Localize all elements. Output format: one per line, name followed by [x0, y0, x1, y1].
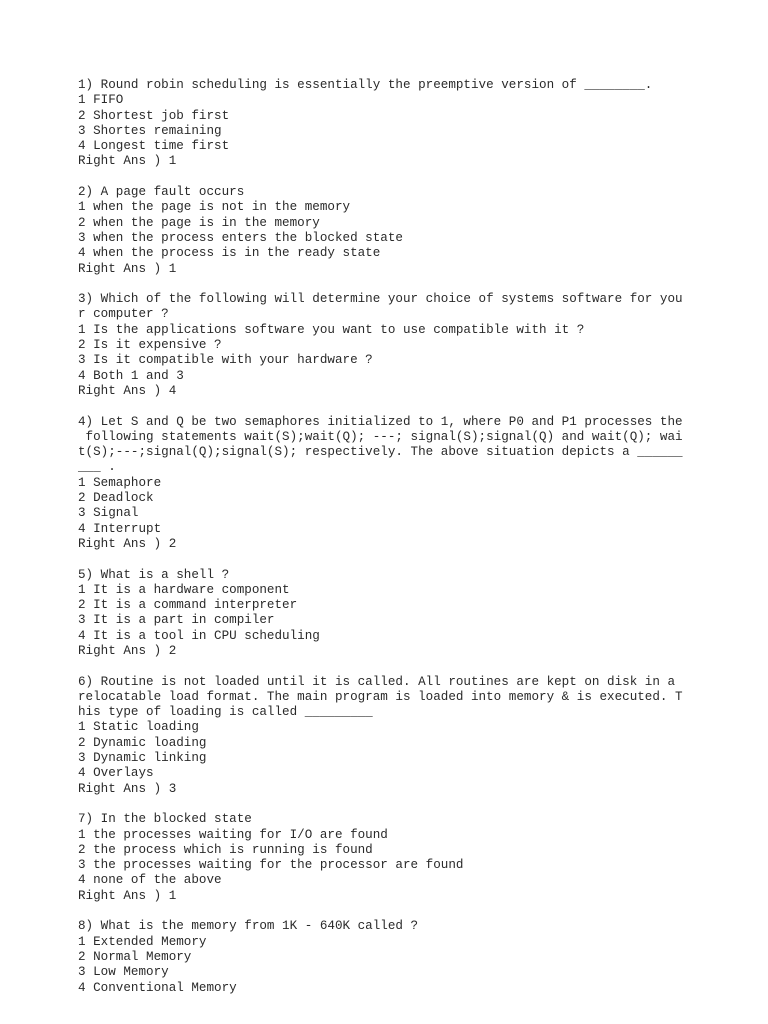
- question-text: 1) Round robin scheduling is essentially the preemptive version of ________.: [78, 78, 653, 92]
- question-block-1: [78, 78, 698, 170]
- option-line: 2 when the page is in the memory: [78, 215, 320, 230]
- option-line: 3 the processes waiting for the processor are found: [78, 858, 464, 873]
- option-line: 4 Both 1 and 3: [78, 368, 184, 383]
- question-text-continued: relocatable load format. The main program is loaded into memory & is executed. T: [78, 689, 683, 704]
- option-line: 4 Longest time first: [78, 139, 230, 154]
- question-text: 8) What is the memory from 1K - 640K called ?: [78, 919, 419, 934]
- option-line: 3 Signal: [78, 506, 139, 521]
- answer-line: Right Ans ) 3: [78, 781, 177, 796]
- question-text: 5) What is a shell ?: [78, 567, 230, 582]
- option-line: 3 Is it compatible with your hardware ?: [78, 353, 373, 368]
- option-line: 1 the processes waiting for I/O are found: [78, 827, 388, 842]
- question-block-3: [78, 292, 698, 399]
- question-block-6: [78, 675, 698, 797]
- question-text: 3) Which of the following will determine your choice of systems software for you: [78, 292, 683, 307]
- question-text-continued: t(S);---;signal(Q);signal(S); respectively. The above situation depicts a ______: [78, 445, 683, 460]
- option-line: 2 Is it expensive ?: [78, 338, 222, 353]
- option-line: 1 Is the applications software you want to use compatible with it ?: [78, 322, 585, 337]
- question-text: 4) Let S and Q be two semaphores initialized to 1, where P0 and P1 processes the: [78, 414, 683, 429]
- option-line: 2 Shortest job first: [78, 108, 230, 123]
- answer-line: Right Ans ) 2: [78, 643, 177, 658]
- option-line: 4 Interrupt: [78, 521, 162, 536]
- option-line: 1 It is a hardware component: [78, 582, 290, 597]
- option-line: 3 Low Memory: [78, 965, 169, 980]
- question-text-continued: following statements wait(S);wait(Q); ---; signal(S);signal(Q) and wait(Q); wai: [78, 429, 683, 444]
- option-line: 2 Normal Memory: [78, 949, 192, 964]
- question-text: 7) In the blocked state: [78, 812, 252, 827]
- option-line: 3 It is a part in compiler: [78, 613, 275, 628]
- option-line: 1 Semaphore: [78, 475, 162, 490]
- answer-line: Right Ans ) 2: [78, 536, 177, 551]
- option-line: 4 none of the above: [78, 873, 222, 888]
- answer-line: Right Ans ) 1: [78, 154, 177, 169]
- option-line: 1 FIFO: [78, 93, 124, 108]
- question-block-4: [78, 415, 698, 553]
- answer-line: Right Ans ) 4: [78, 383, 177, 398]
- option-line: 2 It is a command interpreter: [78, 598, 298, 613]
- answer-line: Right Ans ) 1: [78, 888, 177, 903]
- question-text: 6) Routine is not loaded until it is called. All routines are kept on disk in a: [78, 674, 676, 689]
- question-block-8: [78, 919, 698, 995]
- question-block-7: [78, 812, 698, 904]
- option-line: 3 Shortes remaining: [78, 123, 222, 138]
- option-line: 1 Extended Memory: [78, 934, 207, 949]
- question-text-continued: r computer ?: [78, 307, 169, 322]
- option-line: 4 It is a tool in CPU scheduling: [78, 628, 320, 643]
- question-text-continued: ___ .: [78, 460, 116, 475]
- option-line: 1 Static loading: [78, 720, 199, 735]
- option-line: 2 Deadlock: [78, 491, 154, 506]
- option-line: 3 when the process enters the blocked state: [78, 230, 403, 245]
- option-line: 2 the process which is running is found: [78, 842, 373, 857]
- question-text: 2) A page fault occurs: [78, 185, 245, 200]
- option-line: 2 Dynamic loading: [78, 735, 207, 750]
- option-line: 1 when the page is not in the memory: [78, 200, 351, 215]
- option-line: 4 when the process is in the ready state: [78, 246, 381, 261]
- option-line: 4 Overlays: [78, 766, 154, 781]
- question-block-5: [78, 568, 698, 660]
- question-block-2: [78, 185, 698, 277]
- answer-line: Right Ans ) 1: [78, 261, 177, 276]
- question-text-continued: his type of loading is called _________: [78, 705, 373, 720]
- document-page: [78, 78, 698, 1011]
- option-line: 3 Dynamic linking: [78, 751, 207, 766]
- option-line: 4 Conventional Memory: [78, 980, 237, 995]
